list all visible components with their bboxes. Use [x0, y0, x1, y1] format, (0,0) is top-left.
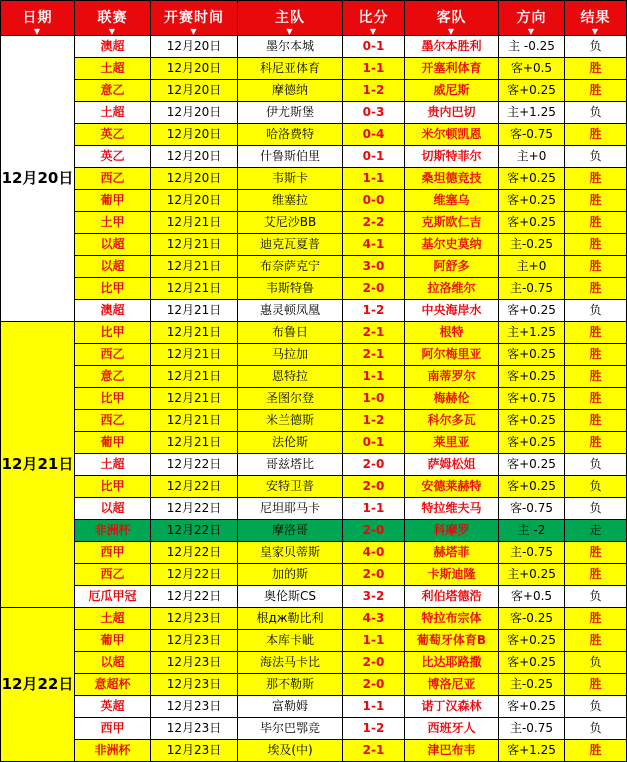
away-team-cell: 威尼斯: [405, 80, 499, 102]
table-row[interactable]: [1, 432, 627, 454]
home-team-cell: 科尼亚体育: [238, 58, 343, 80]
table-row[interactable]: [1, 498, 627, 520]
league-cell: 英超: [75, 696, 151, 718]
column-header-score[interactable]: [343, 1, 405, 36]
column-header-direction[interactable]: [499, 1, 565, 36]
home-team-cell: 墨尔本城: [238, 36, 343, 58]
home-team-cell: 法伦斯: [238, 432, 343, 454]
home-team-cell: 毕尔巴鄂竞: [238, 718, 343, 740]
home-team-cell: 海法马卡比: [238, 652, 343, 674]
kickoff-time-cell: 12月23日: [151, 696, 238, 718]
table-row[interactable]: [1, 234, 627, 256]
result-cell: 胜: [565, 322, 627, 344]
direction-cell: 客+0.25: [499, 432, 565, 454]
date-group-cell: 12月20日: [1, 36, 75, 322]
score-cell: 3-0: [343, 256, 405, 278]
result-cell: 负: [565, 718, 627, 740]
header-label-home-team: 主队: [275, 10, 305, 26]
league-cell: 西乙: [75, 410, 151, 432]
league-cell: 比甲: [75, 476, 151, 498]
home-team-cell: 马拉加: [238, 344, 343, 366]
score-cell: 2-1: [343, 322, 405, 344]
home-team-cell: 艾尼沙BB: [238, 212, 343, 234]
direction-cell: 客+0.25: [499, 476, 565, 498]
kickoff-time-cell: 12月20日: [151, 58, 238, 80]
kickoff-time-cell: 12月21日: [151, 388, 238, 410]
table-row[interactable]: [1, 388, 627, 410]
away-team-cell: 阿尔梅里亚: [405, 344, 499, 366]
score-cell: 1-1: [343, 498, 405, 520]
header-row: [1, 1, 627, 36]
league-cell: 英乙: [75, 146, 151, 168]
direction-cell: 主+0: [499, 256, 565, 278]
away-team-cell: 根特: [405, 322, 499, 344]
league-cell: 比甲: [75, 322, 151, 344]
direction-cell: 客-0.75: [499, 124, 565, 146]
result-cell: 负: [565, 146, 627, 168]
score-cell: 1-1: [343, 58, 405, 80]
league-cell: 澳超: [75, 36, 151, 58]
direction-cell: 主-0.25: [499, 674, 565, 696]
home-team-cell: 布奈萨克宁: [238, 256, 343, 278]
kickoff-time-cell: 12月22日: [151, 586, 238, 608]
away-team-cell: 西班牙人: [405, 718, 499, 740]
home-team-cell: 加的斯: [238, 564, 343, 586]
header-label-result: 结果: [580, 10, 611, 26]
home-team-cell: 根дж勒比利: [238, 608, 343, 630]
result-cell: 胜: [565, 58, 627, 80]
result-cell: 胜: [565, 564, 627, 586]
home-team-cell: 摩洛哥: [238, 520, 343, 542]
header-label-kickoff-time: 开赛时间: [164, 10, 224, 26]
kickoff-time-cell: 12月23日: [151, 718, 238, 740]
league-cell: 意超杯: [75, 674, 151, 696]
away-team-cell: 葡萄牙体育B: [405, 630, 499, 652]
away-team-cell: 博洛尼亚: [405, 674, 499, 696]
score-cell: 1-1: [343, 630, 405, 652]
score-cell: 0-1: [343, 146, 405, 168]
kickoff-time-cell: 12月21日: [151, 432, 238, 454]
table-row[interactable]: [1, 366, 627, 388]
direction-cell: 主-0.75: [499, 542, 565, 564]
table-row[interactable]: [1, 696, 627, 718]
result-cell: 胜: [565, 278, 627, 300]
result-cell: 胜: [565, 80, 627, 102]
score-cell: 2-0: [343, 476, 405, 498]
league-cell: 以超: [75, 498, 151, 520]
result-cell: 负: [565, 102, 627, 124]
direction-cell: 客+0.25: [499, 300, 565, 322]
direction-cell: 客+0.25: [499, 344, 565, 366]
away-team-cell: 墨尔本胜利: [405, 36, 499, 58]
league-cell: 土超: [75, 454, 151, 476]
kickoff-time-cell: 12月22日: [151, 454, 238, 476]
header-label-date: 日期: [22, 10, 53, 26]
kickoff-time-cell: 12月21日: [151, 234, 238, 256]
home-team-cell: 圣图尔登: [238, 388, 343, 410]
direction-cell: 客+0.25: [499, 652, 565, 674]
direction-cell: 客+0.5: [499, 586, 565, 608]
table-row[interactable]: [1, 322, 627, 344]
table-row[interactable]: [1, 718, 627, 740]
score-cell: 1-1: [343, 168, 405, 190]
score-cell: 4-0: [343, 542, 405, 564]
score-cell: 0-1: [343, 432, 405, 454]
result-cell: 负: [565, 498, 627, 520]
league-cell: 意乙: [75, 366, 151, 388]
score-cell: 2-0: [343, 278, 405, 300]
direction-cell: 主+1.25: [499, 322, 565, 344]
result-cell: 胜: [565, 234, 627, 256]
direction-cell: 客+0.25: [499, 212, 565, 234]
result-cell: 胜: [565, 256, 627, 278]
home-team-cell: 惠灵顿凤凰: [238, 300, 343, 322]
table-row[interactable]: [1, 256, 627, 278]
score-cell: 2-0: [343, 520, 405, 542]
direction-cell: 主+1.25: [499, 102, 565, 124]
kickoff-time-cell: 12月21日: [151, 344, 238, 366]
result-cell: 走: [565, 520, 627, 542]
direction-cell: 客+0.5: [499, 58, 565, 80]
direction-cell: 客-0.25: [499, 608, 565, 630]
league-cell: 土甲: [75, 212, 151, 234]
result-cell: 负: [565, 696, 627, 718]
header-label-score: 比分: [358, 10, 389, 26]
away-team-cell: 贵内巴切: [405, 102, 499, 124]
result-cell: 负: [565, 652, 627, 674]
away-team-cell: 米尔顿凯恩: [405, 124, 499, 146]
column-header-result[interactable]: [565, 1, 627, 36]
header-label-direction: 方向: [516, 10, 547, 26]
kickoff-time-cell: 12月20日: [151, 36, 238, 58]
table-row[interactable]: [1, 300, 627, 322]
table-row[interactable]: [1, 190, 627, 212]
result-cell: 胜: [565, 190, 627, 212]
column-header-kickoff-time[interactable]: [151, 1, 238, 36]
away-team-cell: 中央海岸水: [405, 300, 499, 322]
sort-arrow-icon[interactable]: ▼: [527, 27, 536, 36]
result-cell: 胜: [565, 168, 627, 190]
league-cell: 西甲: [75, 718, 151, 740]
result-cell: 负: [565, 36, 627, 58]
result-cell: 胜: [565, 432, 627, 454]
league-cell: 以超: [75, 256, 151, 278]
result-cell: 负: [565, 300, 627, 322]
kickoff-time-cell: 12月22日: [151, 498, 238, 520]
result-cell: 胜: [565, 542, 627, 564]
table-body: [1, 36, 627, 762]
home-team-cell: 哈洛费特: [238, 124, 343, 146]
table-row[interactable]: [1, 102, 627, 124]
away-team-cell: 梅赫伦: [405, 388, 499, 410]
score-cell: 2-0: [343, 652, 405, 674]
kickoff-time-cell: 12月22日: [151, 564, 238, 586]
away-team-cell: 桑坦德竞技: [405, 168, 499, 190]
direction-cell: 客+0.25: [499, 366, 565, 388]
league-cell: 葡甲: [75, 432, 151, 454]
result-cell: 胜: [565, 212, 627, 234]
direction-cell: 客+0.25: [499, 696, 565, 718]
league-cell: 土超: [75, 102, 151, 124]
result-cell: 胜: [565, 344, 627, 366]
score-cell: 0-4: [343, 124, 405, 146]
table-row[interactable]: [1, 542, 627, 564]
away-team-cell: 特拉维夫马: [405, 498, 499, 520]
column-header-date[interactable]: [1, 1, 75, 36]
sort-arrow-icon[interactable]: ▼: [369, 27, 378, 36]
table-row[interactable]: [1, 36, 627, 58]
table-row[interactable]: [1, 564, 627, 586]
away-team-cell: 诺丁汉森林: [405, 696, 499, 718]
sort-arrow-icon[interactable]: ▼: [286, 27, 294, 36]
home-team-cell: 米兰德斯: [238, 410, 343, 432]
header-label-league: 联赛: [97, 10, 128, 26]
home-team-cell: 尼坦耶马卡: [238, 498, 343, 520]
score-cell: 4-1: [343, 234, 405, 256]
home-team-cell: 哥兹塔比: [238, 454, 343, 476]
league-cell: 厄瓜甲冠: [75, 586, 151, 608]
home-team-cell: 恩特拉: [238, 366, 343, 388]
sort-arrow-icon[interactable]: ▼: [447, 27, 456, 36]
score-cell: 0-3: [343, 102, 405, 124]
score-cell: 1-2: [343, 718, 405, 740]
kickoff-time-cell: 12月20日: [151, 190, 238, 212]
direction-cell: 客+0.25: [499, 410, 565, 432]
result-cell: 胜: [565, 124, 627, 146]
league-cell: 非洲杯: [75, 740, 151, 762]
result-cell: 负: [565, 476, 627, 498]
kickoff-time-cell: 12月21日: [151, 256, 238, 278]
table-row[interactable]: [1, 454, 627, 476]
away-team-cell: 莱里亚: [405, 432, 499, 454]
direction-cell: 主 -2: [499, 520, 565, 542]
direction-cell: 主+0: [499, 146, 565, 168]
kickoff-time-cell: 12月23日: [151, 674, 238, 696]
result-cell: 胜: [565, 630, 627, 652]
kickoff-time-cell: 12月20日: [151, 80, 238, 102]
league-cell: 以超: [75, 234, 151, 256]
table-row[interactable]: [1, 212, 627, 234]
league-cell: 西乙: [75, 344, 151, 366]
result-cell: 胜: [565, 608, 627, 630]
column-header-away-team[interactable]: [405, 1, 499, 36]
home-team-cell: 埃及(中): [238, 740, 343, 762]
kickoff-time-cell: 12月23日: [151, 630, 238, 652]
direction-cell: 客+0.25: [499, 168, 565, 190]
kickoff-time-cell: 12月20日: [151, 168, 238, 190]
result-cell: 负: [565, 586, 627, 608]
header-label-away-team: 客队: [436, 10, 467, 26]
kickoff-time-cell: 12月20日: [151, 146, 238, 168]
away-team-cell: 南蒂罗尔: [405, 366, 499, 388]
score-cell: 2-2: [343, 212, 405, 234]
away-team-cell: 克斯欧仁吉: [405, 212, 499, 234]
league-cell: 土超: [75, 608, 151, 630]
direction-cell: 客+1.25: [499, 740, 565, 762]
table-row[interactable]: [1, 124, 627, 146]
away-team-cell: 阿舒多: [405, 256, 499, 278]
direction-cell: 主-0.75: [499, 718, 565, 740]
result-cell: 负: [565, 454, 627, 476]
sort-arrow-icon[interactable]: ▼: [108, 27, 117, 36]
home-team-cell: 本库卡眦: [238, 630, 343, 652]
home-team-cell: 皇家贝蒂斯: [238, 542, 343, 564]
table-row[interactable]: [1, 608, 627, 630]
score-cell: 1-1: [343, 366, 405, 388]
away-team-cell: 卡斯迪隆: [405, 564, 499, 586]
table-header: [1, 1, 627, 36]
column-header-home-team[interactable]: [238, 1, 343, 36]
home-team-cell: 富勒姆: [238, 696, 343, 718]
away-team-cell: 安德莱赫特: [405, 476, 499, 498]
away-team-cell: 基尔史莫纳: [405, 234, 499, 256]
score-cell: 2-0: [343, 454, 405, 476]
home-team-cell: 伊尤斯堡: [238, 102, 343, 124]
kickoff-time-cell: 12月20日: [151, 124, 238, 146]
table-row[interactable]: [1, 674, 627, 696]
score-cell: 2-1: [343, 344, 405, 366]
kickoff-time-cell: 12月22日: [151, 476, 238, 498]
kickoff-time-cell: 12月23日: [151, 740, 238, 762]
kickoff-time-cell: 12月21日: [151, 278, 238, 300]
league-cell: 西乙: [75, 564, 151, 586]
kickoff-time-cell: 12月21日: [151, 300, 238, 322]
table-row[interactable]: [1, 652, 627, 674]
kickoff-time-cell: 12月23日: [151, 608, 238, 630]
sort-arrow-icon[interactable]: ▼: [591, 27, 600, 36]
kickoff-time-cell: 12月23日: [151, 652, 238, 674]
away-team-cell: 切斯特菲尔: [405, 146, 499, 168]
away-team-cell: 萨姆松姐: [405, 454, 499, 476]
table-row[interactable]: [1, 278, 627, 300]
home-team-cell: 那不勒斯: [238, 674, 343, 696]
table-row[interactable]: [1, 630, 627, 652]
away-team-cell: 利伯塔德浩: [405, 586, 499, 608]
table-row[interactable]: [1, 476, 627, 498]
home-team-cell: 安特卫普: [238, 476, 343, 498]
away-team-cell: 比达耶路撒: [405, 652, 499, 674]
home-team-cell: 奥伦斯CS: [238, 586, 343, 608]
direction-cell: 客+0.25: [499, 630, 565, 652]
home-team-cell: 韦斯卡: [238, 168, 343, 190]
score-cell: 2-1: [343, 740, 405, 762]
direction-cell: 客+0.25: [499, 454, 565, 476]
score-cell: 1-1: [343, 696, 405, 718]
score-cell: 0-0: [343, 190, 405, 212]
kickoff-time-cell: 12月21日: [151, 410, 238, 432]
away-team-cell: 开塞利体育: [405, 58, 499, 80]
score-cell: 2-0: [343, 674, 405, 696]
direction-cell: 主 -0.25: [499, 36, 565, 58]
score-cell: 1-0: [343, 388, 405, 410]
direction-cell: 客-0.75: [499, 498, 565, 520]
table-row[interactable]: [1, 146, 627, 168]
date-group-cell: 12月21日: [1, 322, 75, 608]
league-cell: 西乙: [75, 168, 151, 190]
score-cell: 1-2: [343, 410, 405, 432]
home-team-cell: 韦斯特鲁: [238, 278, 343, 300]
date-group-cell: 12月22日: [1, 608, 75, 762]
result-cell: 胜: [565, 674, 627, 696]
column-header-league[interactable]: [75, 1, 151, 36]
score-cell: 0-1: [343, 36, 405, 58]
score-cell: 2-0: [343, 564, 405, 586]
table-row[interactable]: [1, 410, 627, 432]
league-cell: 以超: [75, 652, 151, 674]
table-row[interactable]: [1, 168, 627, 190]
away-team-cell: 拉洛维尔: [405, 278, 499, 300]
league-cell: 西甲: [75, 542, 151, 564]
away-team-cell: 赫塔菲: [405, 542, 499, 564]
direction-cell: 主-0.75: [499, 278, 565, 300]
league-cell: 葡甲: [75, 630, 151, 652]
direction-cell: 客+0.25: [499, 80, 565, 102]
result-cell: 胜: [565, 366, 627, 388]
result-cell: 胜: [565, 388, 627, 410]
home-team-cell: 维塞拉: [238, 190, 343, 212]
score-cell: 1-2: [343, 300, 405, 322]
table-row[interactable]: [1, 58, 627, 80]
result-cell: 胜: [565, 410, 627, 432]
score-cell: 3-2: [343, 586, 405, 608]
kickoff-time-cell: 12月20日: [151, 102, 238, 124]
kickoff-time-cell: 12月22日: [151, 520, 238, 542]
away-team-cell: 津巴布韦: [405, 740, 499, 762]
kickoff-time-cell: 12月22日: [151, 542, 238, 564]
table-row[interactable]: [1, 740, 627, 762]
table-row[interactable]: [1, 586, 627, 608]
table-row[interactable]: [1, 344, 627, 366]
score-cell: 4-3: [343, 608, 405, 630]
score-cell: 1-2: [343, 80, 405, 102]
kickoff-time-cell: 12月21日: [151, 366, 238, 388]
home-team-cell: 布鲁日: [238, 322, 343, 344]
direction-cell: 主+0.25: [499, 564, 565, 586]
direction-cell: 客+0.25: [499, 190, 565, 212]
sort-arrow-icon[interactable]: ▼: [190, 27, 198, 36]
league-cell: 意乙: [75, 80, 151, 102]
league-cell: 澳超: [75, 300, 151, 322]
direction-cell: 主-0.25: [499, 234, 565, 256]
league-cell: 英乙: [75, 124, 151, 146]
league-cell: 比甲: [75, 278, 151, 300]
direction-cell: 客+0.75: [499, 388, 565, 410]
away-team-cell: 维塞乌: [405, 190, 499, 212]
home-team-cell: 什鲁斯伯里: [238, 146, 343, 168]
league-cell: 土超: [75, 58, 151, 80]
sort-arrow-icon[interactable]: ▼: [33, 27, 42, 36]
league-cell: 葡甲: [75, 190, 151, 212]
away-team-cell: 特拉布宗体: [405, 608, 499, 630]
table-row[interactable]: [1, 520, 627, 542]
away-team-cell: 科摩罗: [405, 520, 499, 542]
league-cell: 非洲杯: [75, 520, 151, 542]
kickoff-time-cell: 12月21日: [151, 322, 238, 344]
away-team-cell: 科尔多瓦: [405, 410, 499, 432]
result-cell: 胜: [565, 740, 627, 762]
kickoff-time-cell: 12月21日: [151, 212, 238, 234]
league-cell: 比甲: [75, 388, 151, 410]
home-team-cell: 迪克瓦夏普: [238, 234, 343, 256]
table-row[interactable]: [1, 80, 627, 102]
home-team-cell: 摩德纳: [238, 80, 343, 102]
